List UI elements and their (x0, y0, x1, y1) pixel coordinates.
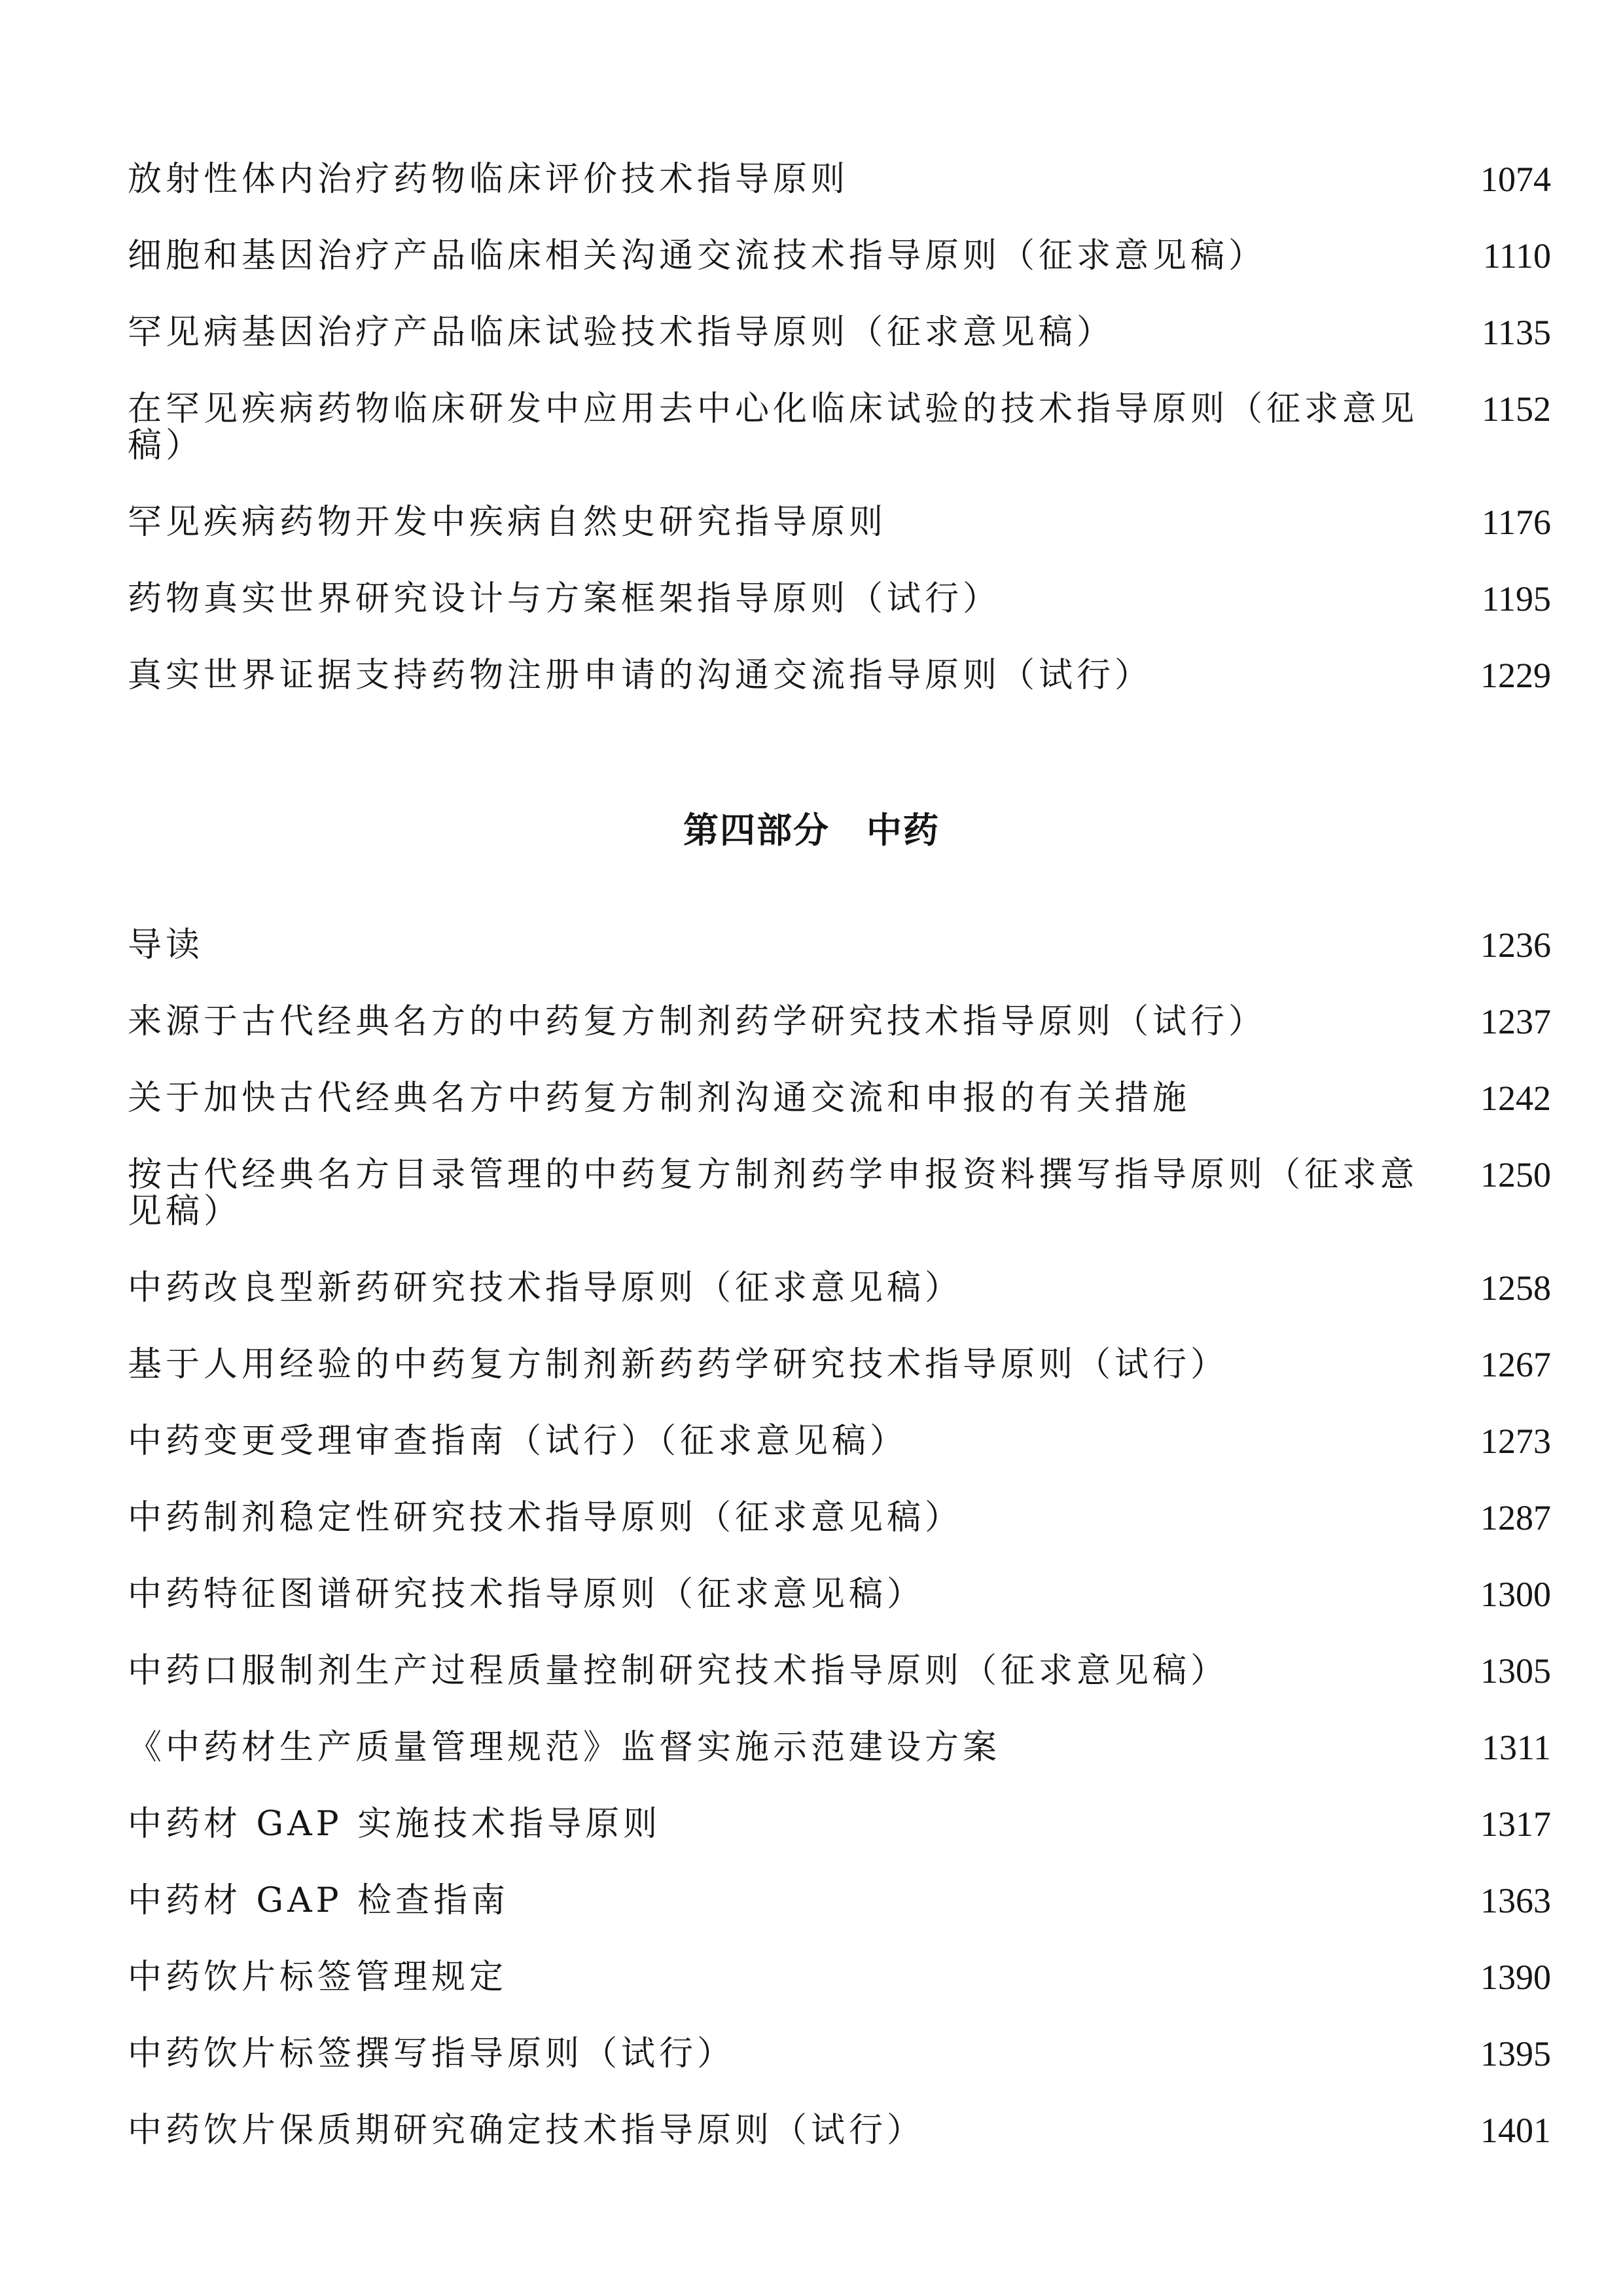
toc-entry-title: 放射性体内治疗药物临床评价技术指导原则 (128, 160, 849, 199)
toc-entry (128, 1499, 1551, 1536)
toc-entry-title: 《中药材生产质量管理规范》监督实施示范建设方案 (128, 1728, 1001, 1767)
toc-entry-title: 中药材 GAP 实施技术指导原则 (128, 1804, 662, 1844)
toc-entry (128, 1653, 1551, 1689)
toc-entry-page-number: 1074 (1480, 160, 1551, 199)
toc-entry (128, 1959, 1551, 1996)
toc-entry-title: 中药口服制剂生产过程质量控制研究技术指导原则（征求意见稿） (128, 1651, 1229, 1691)
toc-entry-page-number: 1317 (1480, 1804, 1551, 1844)
toc-entry (128, 2112, 1551, 2149)
toc-entry-title: 中药改良型新药研究技术指导原则（征求意见稿） (128, 1268, 963, 1308)
toc-entry-title: 按古代经典名方目录管理的中药复方制剂药学申报资料撰写指导原则（征求意见稿） (128, 1155, 1419, 1231)
toc-entry-page-number: 1258 (1480, 1268, 1551, 1308)
toc-entry (128, 161, 1551, 198)
toc-entry (128, 1423, 1551, 1460)
toc-entry-page-number: 1273 (1480, 1422, 1551, 1461)
toc-entry-title: 在罕见疾病药物临床研发中应用去中心化临床试验的技术指导原则（征求意见稿） (128, 389, 1419, 465)
toc-entry-title: 中药饮片保质期研究确定技术指导原则（试行） (128, 2111, 925, 2150)
toc-entry-page-number: 1152 (1482, 389, 1551, 429)
toc-entry (128, 927, 1551, 963)
toc-entry-title: 药物真实世界研究设计与方案框架指导原则（试行） (128, 579, 1001, 619)
toc-entry (128, 314, 1551, 351)
toc-entry-title: 真实世界证据支持药物注册申请的沟通交流指导原则（试行） (128, 656, 1153, 695)
toc-entry (128, 504, 1551, 541)
toc-entry (128, 581, 1551, 617)
toc-entry-page-number: 1267 (1480, 1345, 1551, 1384)
toc-entry (128, 1346, 1551, 1383)
toc-entry-page-number: 1401 (1480, 2111, 1551, 2150)
toc-entry-page-number: 1236 (1480, 925, 1551, 965)
toc-entry-page-number: 1390 (1480, 1958, 1551, 1997)
toc-entry (128, 2036, 1551, 2072)
toc-entry-page-number: 1176 (1482, 503, 1551, 542)
toc-entry-title: 中药饮片标签管理规定 (128, 1958, 508, 1997)
toc-entry-title: 导读 (128, 925, 204, 965)
toc-entry (128, 1157, 1551, 1230)
toc-entry-page-number: 1110 (1483, 236, 1551, 276)
toc-entry (128, 238, 1551, 274)
toc-entry-title: 中药材 GAP 检查指南 (128, 1881, 510, 1920)
toc-list-part4 (128, 927, 1551, 2189)
toc-entry-title: 中药变更受理审查指南（试行）（征求意见稿） (128, 1422, 908, 1461)
toc-entry-page-number: 1237 (1480, 1002, 1551, 1041)
toc-entry-title: 基于人用经验的中药复方制剂新药药学研究技术指导原则（试行） (128, 1345, 1229, 1384)
toc-entry (128, 1806, 1551, 1842)
toc-entry-title: 细胞和基因治疗产品临床相关沟通交流技术指导原则（征求意见稿） (128, 236, 1267, 276)
toc-list-part3 (128, 161, 1551, 734)
toc-entry (128, 391, 1551, 464)
toc-entry-title: 中药特征图谱研究技术指导原则（征求意见稿） (128, 1575, 925, 1614)
toc-entry (128, 1882, 1551, 1919)
toc-entry-title: 中药制剂稳定性研究技术指导原则（征求意见稿） (128, 1498, 963, 1537)
toc-entry-page-number: 1135 (1482, 313, 1551, 352)
toc-entry (128, 1729, 1551, 1766)
toc-entry (128, 1270, 1551, 1306)
toc-entry (128, 1576, 1551, 1613)
toc-entry (128, 1080, 1551, 1117)
toc-entry-title: 来源于古代经典名方的中药复方制剂药学研究技术指导原则（试行） (128, 1002, 1267, 1041)
toc-entry-title: 罕见疾病药物开发中疾病自然史研究指导原则 (128, 503, 887, 542)
toc-entry (128, 657, 1551, 694)
toc-entry-title: 中药饮片标签撰写指导原则（试行） (128, 2034, 736, 2073)
toc-entry-page-number: 1287 (1480, 1498, 1551, 1537)
toc-entry-page-number: 1242 (1480, 1079, 1551, 1118)
toc-entry (128, 1003, 1551, 1040)
toc-entry-page-number: 1305 (1480, 1651, 1551, 1691)
toc-entry-page-number: 1229 (1480, 656, 1551, 695)
toc-entry-page-number: 1195 (1482, 579, 1551, 619)
part-heading: 第四部分 中药 (683, 810, 940, 851)
toc-entry-title: 关于加快古代经典名方中药复方制剂沟通交流和申报的有关措施 (128, 1079, 1191, 1118)
toc-entry-page-number: 1395 (1480, 2034, 1551, 2073)
toc-entry-page-number: 1250 (1480, 1155, 1551, 1194)
toc-entry-title: 罕见病基因治疗产品临床试验技术指导原则（征求意见稿） (128, 313, 1115, 352)
toc-entry-page-number: 1363 (1480, 1881, 1551, 1920)
toc-entry-page-number: 1300 (1480, 1575, 1551, 1614)
toc-entry-page-number: 1311 (1482, 1728, 1551, 1767)
